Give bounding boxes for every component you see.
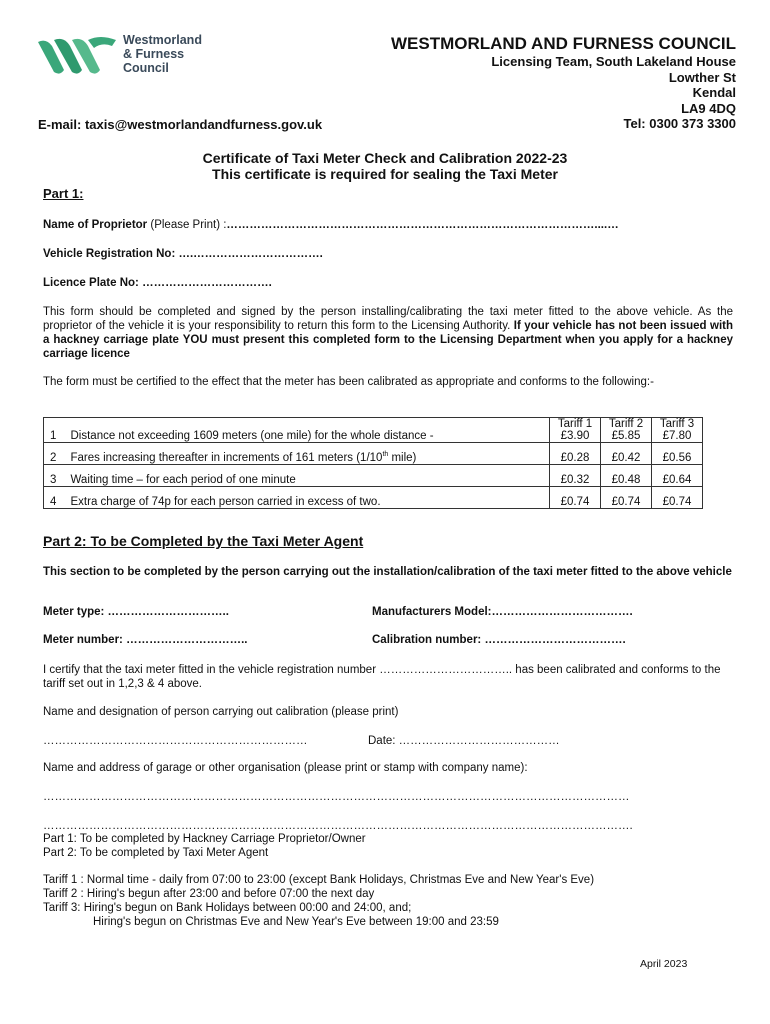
part2-intro: This section to be completed by the person carrying out the installation/calibration of the taxi meter fitted to the above vehicle <box>43 566 732 578</box>
logo-line: Westmorland <box>123 33 202 47</box>
note-line: Hiring's begun on Christmas Eve and New Year's Eve between 19:00 and 23:59 <box>93 916 499 928</box>
table-row <box>44 443 703 465</box>
proprietor-hint: (Please Print) : <box>147 219 227 231</box>
logo-wordmark <box>123 33 202 75</box>
meter-number-field[interactable]: Meter number: ………………………….. <box>43 634 248 646</box>
title-line: This certificate is required for sealing the Taxi Meter <box>212 166 558 182</box>
tariff-value: £0.74 <box>652 487 703 509</box>
licence-plate-field[interactable] <box>43 277 272 289</box>
superscript: th <box>382 451 389 459</box>
row-description-text: mile) <box>388 452 417 464</box>
row-description <box>66 443 550 465</box>
instructions-text: This form should be completed and signed by the person installing/calibrating the taxi meter fitted to the above vehicle. As the proprietor of the vehicle it is your responsibility to return this form to the Licensing Authority. <box>43 306 733 332</box>
table-row <box>44 418 703 443</box>
table-row <box>44 465 703 487</box>
vehicle-dots: ….……………………………. <box>178 248 323 260</box>
instructions-bold-text: If your vehicle has not been issued with a hackney carriage plate YOU must present this completed form to the Licensing Department when you apply for a hackney carriage licence <box>43 320 733 360</box>
tariff-value: £0.56 <box>652 443 703 465</box>
footer-date: April 2023 <box>640 958 688 970</box>
garage-field-line2[interactable]: ………………………………………………………………………………………………………………………………………. <box>43 820 633 832</box>
tariff-header: Tariff 3 <box>659 418 695 430</box>
tariff-value: £0.74 <box>550 487 601 509</box>
garage-label: Name and address of garage or other organisation (please print or stamp with company name): <box>43 762 528 774</box>
tariff3-cell <box>652 418 703 443</box>
meter-type-field[interactable]: Meter type: ………………………….. <box>43 606 229 618</box>
tariff-value: £7.80 <box>662 430 692 442</box>
row-description-text: Fares increasing thereafter in increments of 161 meters (1/10 <box>70 452 383 464</box>
tariff-notes <box>43 873 594 929</box>
logo-line: Council <box>123 61 169 75</box>
row-description: Waiting time – for each period of one minute <box>66 465 550 487</box>
note-line: Tariff 2 : Hiring's begun after 23:00 and before 07:00 the next day <box>43 888 375 900</box>
tariff-value: £0.74 <box>601 487 652 509</box>
title-line: Certificate of Taxi Meter Check and Calibration 2022-23 <box>202 150 568 166</box>
row-number: 4 <box>44 487 66 509</box>
tariff-table <box>43 417 703 509</box>
tariff2-cell <box>601 418 652 443</box>
calibration-number-field[interactable]: Calibration number: ………………………………. <box>372 634 626 646</box>
tariff-header: Tariff 1 <box>557 418 593 430</box>
tariff-header: Tariff 2 <box>608 418 644 430</box>
name-designation-field[interactable]: …………………………………………………………… <box>43 735 308 747</box>
tariff-value: £5.85 <box>611 430 641 442</box>
tariff-value: £0.32 <box>550 465 601 487</box>
garage-field-line1[interactable]: ……………………………………………………………………………………………………………………………………… <box>43 791 630 803</box>
tariff-value: £0.64 <box>652 465 703 487</box>
tariff-value: £0.42 <box>601 443 652 465</box>
licence-dots: ……………………………. <box>142 277 272 289</box>
part2-heading: Part 2: To be Completed by the Taxi Meter Agent <box>43 533 364 549</box>
row-number: 2 <box>44 443 66 465</box>
note-line: Part 2: To be completed by Taxi Meter Agent <box>43 847 269 859</box>
tariff-value: £0.48 <box>601 465 652 487</box>
note-line: Part 1: To be completed by Hackney Carriage Proprietor/Owner <box>43 833 366 845</box>
part1-heading: Part 1: <box>43 186 84 201</box>
address-line: LA9 4DQ <box>681 100 736 116</box>
row-description: Extra charge of 74p for each person carried in excess of two. <box>66 487 550 509</box>
vehicle-label: Vehicle Registration No: <box>43 248 179 260</box>
address-line: Kendal <box>692 85 736 100</box>
address-line: Tel: 0300 373 3300 <box>623 116 736 131</box>
tariff1-cell <box>550 418 601 443</box>
row-number: 1 <box>44 418 66 443</box>
contact-email: E-mail: taxis@westmorlandandfurness.gov.uk <box>38 117 323 132</box>
name-designation-label: Name and designation of person carrying out calibration (please print) <box>43 706 399 718</box>
tariff-value: £0.28 <box>550 443 601 465</box>
council-name: WESTMORLAND AND FURNESS COUNCIL <box>390 34 736 53</box>
certification-statement[interactable]: I certify that the taxi meter fitted in the vehicle registration number …………………………….. has been calibrated and conforms to the tariff set out in 1,2,3 & 4 above. <box>43 664 721 690</box>
proprietor-dots: ……………………………………………………………………………………....… <box>226 219 619 231</box>
row-number: 3 <box>44 465 66 487</box>
conformance-paragraph: The form must be certified to the effect that the meter has been calibrated as appropriate and conforms to the following:- <box>43 376 654 388</box>
table-row <box>44 487 703 509</box>
logo-line: & Furness <box>123 47 185 61</box>
manufacturer-model-field[interactable]: Manufacturers Model:………………………………. <box>372 606 633 618</box>
address-line: Lowther St <box>668 69 736 85</box>
licence-label: Licence Plate No: <box>43 277 143 289</box>
council-address <box>491 54 736 132</box>
note-line: Tariff 1 : Normal time - daily from 07:00 to 23:00 (except Bank Holidays, Christmas Eve and New Year's Eve) <box>43 874 595 886</box>
certificate-title <box>0 150 770 182</box>
row-description: Distance not exceeding 1609 meters (one mile) for the whole distance - <box>66 418 550 443</box>
address-line: Licensing Team, South Lakeland House <box>491 54 736 69</box>
vehicle-registration-field[interactable] <box>43 248 323 260</box>
instructions-paragraph <box>43 305 733 361</box>
date-field[interactable]: Date: …………………………………… <box>368 735 560 747</box>
proprietor-label: Name of Proprietor <box>43 219 148 231</box>
tariff-value: £3.90 <box>560 430 590 442</box>
note-line: Tariff 3: Hiring's begun on Bank Holidays between 00:00 and 24:00, and; <box>43 902 412 914</box>
part-notes <box>43 832 366 860</box>
proprietor-field[interactable] <box>43 219 619 231</box>
